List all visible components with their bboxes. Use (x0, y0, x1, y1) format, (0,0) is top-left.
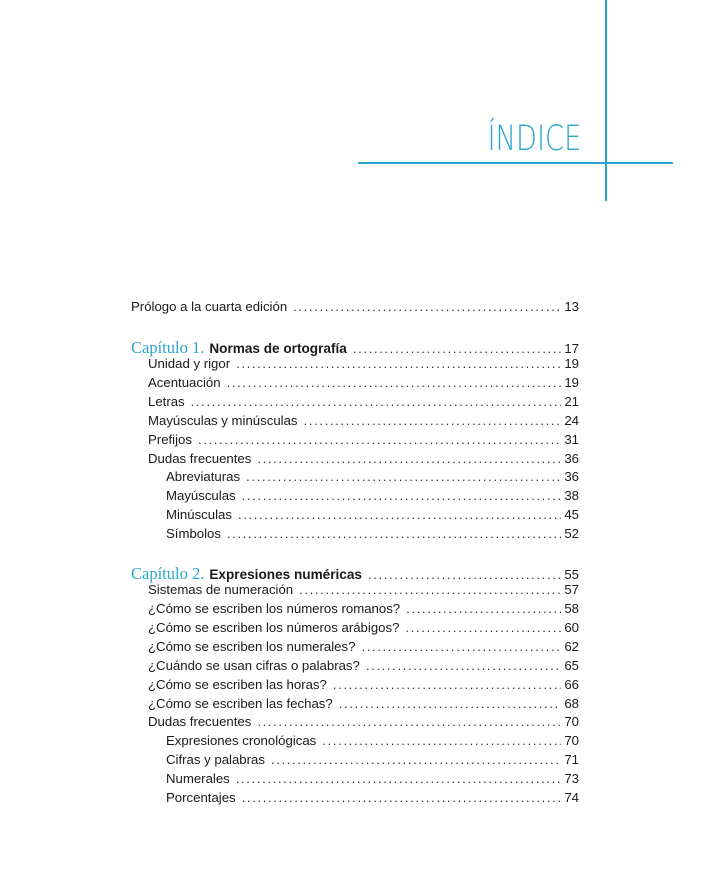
toc-entry-label: Mayúsculas y minúsculas (148, 413, 298, 428)
toc-entry-page: 36 (564, 451, 579, 466)
toc-entry-page: 58 (564, 601, 579, 616)
toc-entry-page: 65 (564, 658, 579, 673)
dot-leader (191, 394, 562, 409)
toc-entry[interactable] (148, 696, 579, 715)
dot-leader (238, 507, 561, 522)
dot-leader (236, 356, 561, 371)
dot-leader (242, 790, 562, 805)
toc-entry-label: Unidad y rigor (148, 356, 231, 371)
dot-leader (271, 752, 561, 767)
toc-entry[interactable] (148, 601, 579, 620)
toc-entry-label: ¿Cómo se escriben los numerales? (148, 639, 356, 654)
dot-leader (353, 341, 562, 356)
toc-entry-label: Expresiones cronológicas (166, 733, 317, 748)
toc-subentry[interactable] (166, 488, 579, 507)
toc-entry-label: Porcentajes (166, 790, 236, 805)
toc-entry-label: Acentuación (148, 375, 221, 390)
toc-entry-label: Letras (148, 394, 185, 409)
toc-entry-page: 74 (564, 790, 579, 805)
toc-entry-page: 57 (564, 582, 579, 597)
toc-entry-label: Cifras y palabras (166, 752, 265, 767)
toc-entry-label: ¿Cómo se escriben las horas? (148, 677, 327, 692)
toc-entry-page: 24 (564, 413, 579, 428)
dot-leader (405, 620, 561, 635)
toc-entry-page: 19 (564, 375, 579, 390)
dot-leader (257, 451, 561, 466)
dot-leader (246, 469, 561, 484)
dot-leader (361, 639, 561, 654)
toc-subentry[interactable] (166, 526, 579, 545)
toc-entry-label: ¿Cuándo se usan cifras o palabras? (148, 658, 360, 673)
dot-leader (333, 677, 561, 692)
toc-entry-page: 31 (564, 432, 579, 447)
dot-leader (236, 771, 562, 786)
dot-leader (299, 582, 561, 597)
toc-entry-page: 19 (564, 356, 579, 371)
toc-entry-page: 13 (564, 299, 579, 314)
horizontal-rule (358, 162, 673, 164)
toc-entry[interactable] (148, 677, 579, 696)
dot-leader (406, 601, 561, 616)
toc-entry-page: 70 (564, 714, 579, 729)
dot-leader (198, 432, 561, 447)
toc-subentry[interactable] (166, 507, 579, 526)
toc-entry[interactable] (148, 413, 579, 432)
chapter-title: Expresiones numéricas (209, 567, 362, 582)
toc-entry-page: 70 (564, 733, 579, 748)
toc-entry[interactable] (148, 620, 579, 639)
dot-leader (304, 413, 562, 428)
toc-entry[interactable] (148, 451, 579, 470)
toc-entry-label: Abreviaturas (166, 469, 241, 484)
toc-entry-label: Sistemas de numeración (148, 582, 294, 597)
toc-entry-label: Prefijos (148, 432, 192, 447)
toc-entry-label: ¿Cómo se escriben las fechas? (148, 696, 333, 711)
toc-chapter-1[interactable] (131, 338, 579, 357)
dot-leader (227, 526, 561, 541)
toc-entry-label: Dudas frecuentes (148, 714, 252, 729)
toc-subentry[interactable] (166, 733, 579, 752)
toc-entry-page: 38 (564, 488, 579, 503)
toc-entry[interactable] (148, 639, 579, 658)
toc-entry-label: Mayúsculas (166, 488, 236, 503)
toc-entry-label: Minúsculas (166, 507, 232, 522)
toc-entry[interactable] (148, 658, 579, 677)
toc-entry-page: 17 (564, 341, 579, 356)
chapter-number: Capítulo 2. (131, 564, 205, 583)
toc-subentry[interactable] (166, 771, 579, 790)
chapter-title: Normas de ortografía (209, 341, 347, 356)
dot-leader (339, 696, 562, 711)
toc-entry-page: 36 (564, 469, 579, 484)
toc-entry[interactable] (148, 432, 579, 451)
toc-chapter-2[interactable] (131, 564, 579, 583)
toc-subentry[interactable] (166, 752, 579, 771)
toc-entry-label: ¿Cómo se escriben los números romanos? (148, 601, 401, 616)
toc-subentry[interactable] (166, 469, 579, 488)
chapter-number: Capítulo 1. (131, 338, 205, 357)
toc-entry-page: 62 (564, 639, 579, 654)
toc-entry[interactable] (148, 375, 579, 394)
toc-entry[interactable] (148, 582, 579, 601)
dot-leader (227, 375, 562, 390)
vertical-rule (605, 0, 607, 201)
toc-entry-page: 68 (564, 696, 579, 711)
toc-entry-page: 45 (564, 507, 579, 522)
toc-entry-page: 52 (564, 526, 579, 541)
toc-entry-prologo[interactable] (131, 299, 579, 318)
toc-entry-label: Símbolos (166, 526, 221, 541)
toc-entry[interactable] (148, 714, 579, 733)
toc-entry[interactable] (148, 356, 579, 375)
toc-entry-page: 21 (564, 394, 579, 409)
toc-entry-page: 66 (564, 677, 579, 692)
page-title: ÍNDICE (487, 119, 581, 159)
dot-leader (322, 733, 561, 748)
toc-entry-label: Numerales (166, 771, 230, 786)
dot-leader (293, 299, 561, 314)
dot-leader (257, 714, 561, 729)
toc-entry-label: Dudas frecuentes (148, 451, 252, 466)
dot-leader (366, 658, 561, 673)
toc-entry-label: Prólogo a la cuarta edición (131, 299, 288, 314)
toc-entry-page: 60 (564, 620, 579, 635)
toc-entry-page: 55 (564, 567, 579, 582)
toc-entry-label: ¿Cómo se escriben los números arábigos? (148, 620, 400, 635)
toc-entry-page: 73 (564, 771, 579, 786)
toc-entry-page: 71 (564, 752, 579, 767)
dot-leader (242, 488, 562, 503)
dot-leader (368, 567, 561, 582)
toc-subentry[interactable] (166, 790, 579, 809)
toc-entry[interactable] (148, 394, 579, 413)
